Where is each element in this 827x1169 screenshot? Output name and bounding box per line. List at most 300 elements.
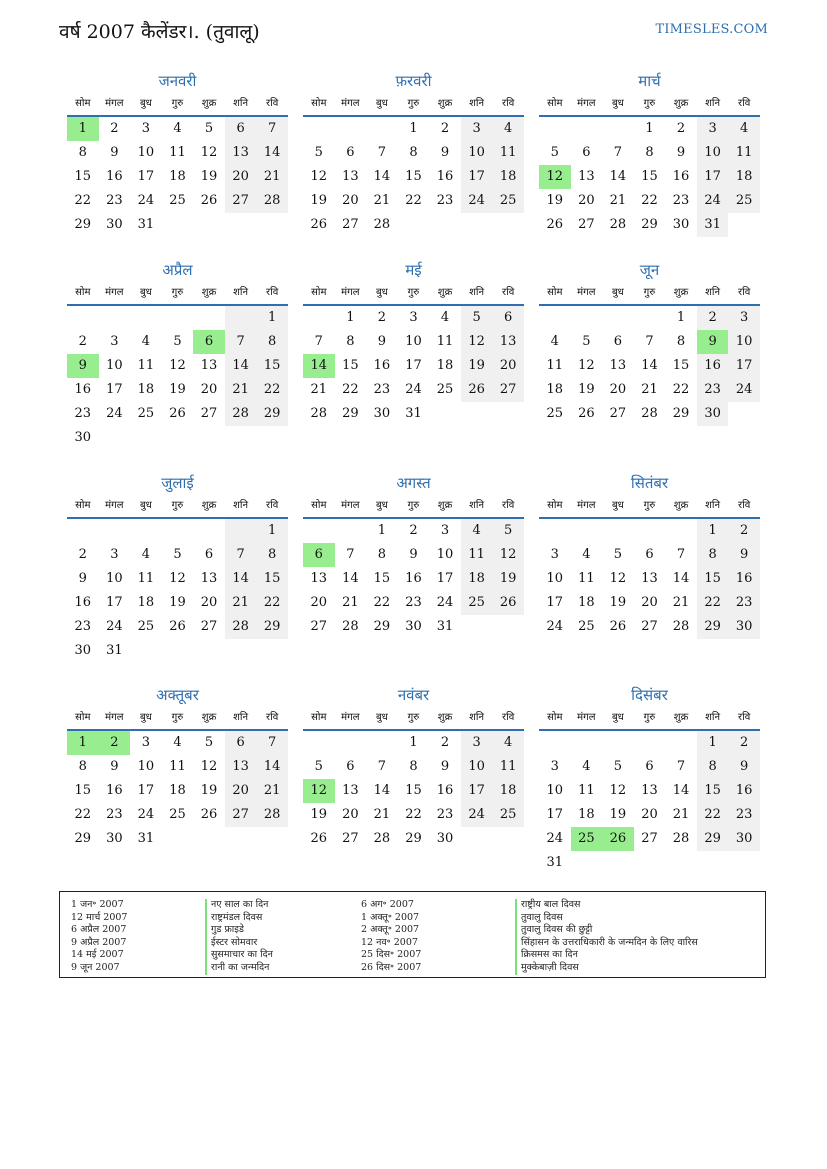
day-cell: 15: [672, 358, 690, 373]
day-cell: 24: [461, 803, 493, 827]
day-cell: 3: [409, 310, 418, 325]
day-cell: 10: [106, 358, 123, 373]
day-cell: 1: [409, 121, 418, 136]
day-cell: 1: [645, 121, 654, 136]
day-cell: 19: [200, 783, 218, 798]
day-cell: 19: [169, 382, 186, 397]
day-cell: 21: [256, 165, 288, 189]
empty-cell: [539, 519, 571, 543]
day-cell: 13: [225, 141, 257, 165]
day-cell: 2: [409, 523, 418, 538]
day-cell: 16: [436, 169, 454, 184]
day-cell: 3: [697, 117, 729, 141]
day-cell: 31: [106, 643, 123, 658]
day-cell: 26: [310, 831, 328, 846]
weekday-label: गुरु: [171, 287, 184, 298]
weekday-header: [303, 709, 524, 731]
day-cell: 28: [373, 217, 391, 232]
day-cell: 18: [169, 169, 186, 184]
day-cell: 13: [342, 169, 359, 184]
empty-cell: [602, 117, 634, 141]
day-cell: 20: [641, 807, 658, 822]
weekday-header: [303, 284, 524, 306]
day-cell: 29: [373, 619, 391, 634]
weekday-label: मंगल: [577, 712, 596, 723]
weekday-label: बुध: [375, 287, 388, 298]
day-cell: 23: [373, 382, 391, 397]
day-cell: 10: [436, 547, 454, 562]
day-cell: 24: [106, 619, 123, 634]
day-cell: 22: [342, 382, 359, 397]
day-cell: 20: [225, 779, 257, 803]
month-name: फ़रवरी: [395, 72, 432, 90]
day-cell: 7: [377, 759, 387, 774]
day-cell: 5: [173, 547, 182, 562]
day-cell: 28: [672, 831, 690, 846]
day-cell: 8: [78, 759, 87, 774]
day-cell: 24: [728, 378, 760, 402]
day-cell: 18: [169, 783, 186, 798]
empty-cell: [303, 519, 335, 543]
day-cell: 1: [256, 519, 288, 543]
weekday-label: शुक्र: [201, 98, 217, 109]
day-cell: 6: [613, 334, 623, 349]
day-cell: 23: [405, 595, 422, 610]
day-cell: 7: [676, 547, 686, 562]
day-cell: 22: [373, 595, 391, 610]
weekday-label: शनि: [233, 500, 249, 511]
day-cell: 8: [256, 330, 288, 354]
day-cell: 13: [200, 358, 218, 373]
month-name: जून: [639, 261, 660, 279]
day-cell: 21: [373, 193, 391, 208]
day-cell: 30: [436, 831, 454, 846]
day-cell: 26: [578, 406, 595, 421]
day-cell: 1: [697, 731, 729, 755]
day-cell: 15: [256, 354, 288, 378]
day-cell: 2: [78, 547, 87, 562]
weekday-label: शुक्र: [437, 712, 453, 723]
day-cell: 30: [74, 643, 92, 658]
day-cell: 4: [492, 731, 524, 755]
day-cell: 2: [110, 121, 119, 136]
day-cell: 30: [373, 406, 391, 421]
day-cell: 14: [342, 571, 359, 586]
day-cell: 20: [609, 382, 627, 397]
day-cell: 3: [461, 731, 493, 755]
weekday-label: सोम: [75, 500, 91, 511]
day-cell: 28: [641, 406, 658, 421]
empty-cell: [99, 306, 131, 330]
day-cell: 3: [550, 759, 559, 774]
day-cell: 13: [200, 571, 218, 586]
day-cell: 14: [672, 571, 690, 586]
day-cell: 10: [697, 141, 729, 165]
legend-date: 12 मार्च 2007: [71, 911, 128, 923]
day-cell: 26: [200, 807, 218, 822]
legend-holiday: राष्ट्रमंडल दिवस: [211, 911, 263, 923]
day-cell: 5: [204, 121, 214, 136]
day-cell: 17: [546, 807, 564, 822]
weekday-label: शुक्र: [673, 98, 689, 109]
empty-cell: [366, 731, 398, 755]
day-cell: 9: [78, 571, 87, 586]
day-cell: 7: [346, 547, 355, 562]
day-cell: 28: [225, 615, 257, 639]
day-cell: 18: [436, 358, 454, 373]
empty-cell: [67, 519, 99, 543]
day-cell: 17: [137, 169, 155, 184]
day-cell: 25: [436, 382, 454, 397]
day-cell: 25: [578, 619, 595, 634]
day-cell: 8: [346, 334, 355, 349]
day-cell: 27: [225, 803, 257, 827]
day-cell: 5: [613, 547, 623, 562]
legend-holiday: सिंहासन के उत्तराधिकारी के जन्मदिन के लिए वारिस: [521, 936, 698, 948]
day-cell: 25: [728, 189, 760, 213]
weekday-header: [539, 284, 760, 306]
empty-cell: [130, 306, 162, 330]
legend-holiday: तुवालु दिवस: [521, 911, 563, 923]
day-cell: 20: [310, 595, 328, 610]
day-cell: 12: [609, 571, 627, 586]
day-cell: 23: [728, 591, 760, 615]
day-cell: 24: [106, 406, 123, 421]
holiday-day-cell: 9: [67, 354, 99, 378]
day-cell: 28: [310, 406, 328, 421]
month-block: [67, 70, 288, 237]
day-cell: 11: [728, 141, 760, 165]
day-cell: 11: [578, 571, 595, 586]
weekday-label: शुक्र: [437, 287, 453, 298]
day-cell: 15: [697, 567, 729, 591]
day-cell: 25: [137, 619, 155, 634]
weekday-label: सोम: [75, 98, 91, 109]
day-cell: 17: [436, 571, 454, 586]
weekday-label: शनि: [469, 98, 485, 109]
month-block: [67, 472, 288, 663]
day-cell: 29: [641, 217, 658, 232]
day-cell: 22: [405, 807, 422, 822]
day-cell: 26: [461, 378, 493, 402]
empty-cell: [162, 519, 194, 543]
legend-date: 1 जन॰ 2007: [71, 899, 124, 910]
legend-left-names: [211, 899, 273, 975]
empty-cell: [602, 519, 634, 543]
day-cell: 20: [200, 595, 218, 610]
holiday-day-cell: 1: [67, 731, 99, 755]
legend-date: 6 अप्रैल 2007: [71, 924, 127, 936]
day-cell: 18: [578, 807, 595, 822]
legend-bar: [205, 899, 207, 975]
day-cell: 27: [200, 406, 218, 421]
month-block: [67, 259, 288, 450]
weekday-label: मंगल: [105, 712, 124, 723]
legend-holiday: रानी का जन्मदिन: [211, 961, 270, 973]
weekday-label: बुध: [139, 287, 152, 298]
weekday-label: मंगल: [105, 98, 124, 109]
weekday-label: गुरु: [643, 98, 656, 109]
empty-cell: [303, 117, 335, 141]
day-cell: 4: [492, 117, 524, 141]
empty-cell: [225, 306, 257, 330]
empty-cell: [303, 306, 335, 330]
month-block: [539, 684, 760, 875]
legend-date: 9 जून 2007: [71, 961, 120, 973]
day-cell: 22: [697, 591, 729, 615]
day-cell: 31: [405, 406, 422, 421]
day-cell: 11: [578, 783, 595, 798]
day-cell: 14: [672, 783, 690, 798]
day-cell: 16: [436, 783, 454, 798]
day-cell: 2: [78, 334, 87, 349]
weekday-label: बुध: [611, 98, 624, 109]
day-cell: 18: [461, 567, 493, 591]
empty-cell: [225, 519, 257, 543]
empty-cell: [665, 731, 697, 755]
day-cell: 12: [310, 169, 328, 184]
day-cell: 11: [436, 334, 454, 349]
weekday-label: रवि: [266, 287, 279, 298]
day-cell: 6: [346, 759, 355, 774]
day-cell: 10: [137, 145, 155, 160]
day-cell: 12: [200, 145, 218, 160]
day-cell: 11: [546, 358, 564, 373]
day-cell: 14: [256, 755, 288, 779]
day-cell: 18: [137, 382, 155, 397]
day-cell: 16: [728, 567, 760, 591]
day-grid: [539, 731, 760, 875]
weekday-label: बुध: [611, 500, 624, 511]
empty-cell: [602, 306, 634, 330]
day-cell: 8: [377, 547, 387, 562]
weekday-label: रवि: [266, 712, 279, 723]
day-cell: 7: [676, 759, 686, 774]
day-grid: [67, 519, 288, 663]
day-cell: 19: [492, 567, 524, 591]
weekday-header: [303, 95, 524, 117]
day-cell: 27: [641, 619, 658, 634]
day-cell: 21: [256, 779, 288, 803]
month-name: दिसंबर: [631, 686, 668, 704]
empty-cell: [303, 731, 335, 755]
day-grid: [303, 117, 524, 237]
weekday-label: शनि: [469, 500, 485, 511]
day-cell: 29: [697, 827, 729, 851]
day-cell: 2: [676, 121, 686, 136]
day-grid: [539, 519, 760, 639]
day-cell: 30: [697, 402, 729, 426]
day-cell: 28: [342, 619, 359, 634]
weekday-label: गुरु: [407, 98, 420, 109]
legend-holiday: सुसमाचार का दिन: [211, 949, 273, 961]
day-cell: 10: [461, 755, 493, 779]
legend-left-dates: [71, 899, 127, 975]
weekday-label: शुक्र: [673, 712, 689, 723]
legend-right-dates: [361, 899, 421, 975]
day-cell: 21: [342, 595, 359, 610]
day-cell: 29: [672, 406, 690, 421]
day-cell: 22: [697, 803, 729, 827]
day-cell: 13: [225, 755, 257, 779]
weekday-label: शुक्र: [673, 287, 689, 298]
day-grid: [303, 519, 524, 639]
empty-cell: [571, 306, 603, 330]
empty-cell: [366, 117, 398, 141]
legend-holiday: तुवालु दिवस की छुट्टी: [521, 924, 593, 936]
day-cell: 16: [672, 169, 690, 184]
weekday-label: शनि: [705, 712, 721, 723]
day-cell: 5: [550, 145, 559, 160]
month-name: जुलाई: [161, 474, 194, 492]
month-block: [303, 70, 524, 237]
day-cell: 19: [310, 807, 328, 822]
weekday-label: मंगल: [577, 287, 596, 298]
day-cell: 10: [106, 571, 123, 586]
weekday-label: शनि: [705, 500, 721, 511]
day-cell: 1: [409, 735, 418, 750]
day-cell: 9: [409, 547, 418, 562]
weekday-label: सोम: [75, 287, 91, 298]
weekday-label: बुध: [375, 712, 388, 723]
day-cell: 28: [373, 831, 391, 846]
weekday-header: [539, 497, 760, 519]
month-block: [303, 472, 524, 639]
day-cell: 22: [74, 193, 92, 208]
month-name: सितंबर: [630, 474, 669, 492]
day-cell: 21: [225, 378, 257, 402]
weekday-label: मंगल: [341, 500, 360, 511]
day-cell: 8: [697, 755, 729, 779]
day-cell: 19: [578, 382, 595, 397]
day-cell: 27: [200, 619, 218, 634]
empty-cell: [634, 519, 666, 543]
day-cell: 12: [609, 783, 627, 798]
day-cell: 14: [609, 169, 627, 184]
weekday-label: बुध: [611, 712, 624, 723]
weekday-label: शुक्र: [437, 98, 453, 109]
weekday-label: रवि: [266, 98, 279, 109]
day-cell: 6: [204, 547, 214, 562]
holiday-day-cell: 9: [697, 330, 729, 354]
day-cell: 23: [436, 193, 454, 208]
day-cell: 15: [74, 783, 92, 798]
legend-bar: [515, 899, 517, 975]
day-cell: 18: [137, 595, 155, 610]
day-cell: 23: [697, 378, 729, 402]
day-cell: 26: [609, 619, 627, 634]
day-cell: 18: [578, 595, 595, 610]
day-cell: 28: [672, 619, 690, 634]
day-cell: 5: [173, 334, 182, 349]
day-cell: 24: [137, 193, 155, 208]
weekday-label: मंगल: [341, 98, 360, 109]
month-block: [67, 684, 288, 851]
legend-date: 14 मई 2007: [71, 949, 124, 961]
day-cell: 3: [461, 117, 493, 141]
day-cell: 9: [110, 145, 119, 160]
day-cell: 26: [310, 217, 328, 232]
weekday-label: शनि: [233, 712, 249, 723]
weekday-label: शुक्र: [673, 500, 689, 511]
day-cell: 10: [137, 759, 155, 774]
day-cell: 1: [697, 519, 729, 543]
empty-cell: [571, 731, 603, 755]
day-cell: 7: [613, 145, 623, 160]
day-cell: 20: [200, 382, 218, 397]
brand-link[interactable]: TIMESLES.COM: [655, 22, 768, 37]
month-name: अप्रैल: [162, 261, 193, 279]
day-cell: 13: [342, 783, 359, 798]
weekday-label: गुरु: [407, 712, 420, 723]
weekday-label: गुरु: [643, 712, 656, 723]
day-cell: 2: [697, 306, 729, 330]
day-cell: 26: [169, 619, 186, 634]
day-cell: 17: [546, 595, 564, 610]
weekday-header: [67, 95, 288, 117]
empty-cell: [634, 731, 666, 755]
day-cell: 25: [492, 803, 524, 827]
day-cell: 9: [676, 145, 686, 160]
day-cell: 20: [492, 354, 524, 378]
day-cell: 28: [256, 189, 288, 213]
day-cell: 29: [342, 406, 359, 421]
weekday-label: सोम: [311, 287, 327, 298]
day-cell: 21: [672, 807, 690, 822]
month-block: [539, 70, 760, 237]
weekday-label: रवि: [502, 500, 515, 511]
day-cell: 14: [256, 141, 288, 165]
holiday-day-cell: 6: [303, 543, 335, 567]
day-cell: 16: [106, 169, 123, 184]
day-cell: 27: [492, 378, 524, 402]
day-cell: 15: [74, 169, 92, 184]
day-cell: 2: [440, 121, 450, 136]
weekday-header: [539, 95, 760, 117]
day-cell: 10: [546, 783, 564, 798]
day-cell: 3: [550, 547, 559, 562]
day-cell: 9: [440, 145, 450, 160]
day-cell: 25: [461, 591, 493, 615]
weekday-label: मंगल: [341, 287, 360, 298]
day-cell: 8: [78, 145, 87, 160]
month-block: [539, 259, 760, 426]
day-cell: 23: [436, 807, 454, 822]
weekday-label: बुध: [139, 98, 152, 109]
weekday-label: रवि: [738, 287, 751, 298]
day-cell: 15: [373, 571, 391, 586]
day-cell: 6: [582, 145, 591, 160]
day-cell: 4: [440, 310, 450, 325]
month-name: अक्तूबर: [156, 686, 199, 704]
day-cell: 13: [641, 783, 658, 798]
weekday-header: [67, 284, 288, 306]
day-cell: 27: [342, 831, 359, 846]
weekday-label: शनि: [469, 287, 485, 298]
day-cell: 6: [225, 117, 257, 141]
day-cell: 30: [728, 615, 760, 639]
empty-cell: [602, 731, 634, 755]
day-cell: 7: [256, 731, 288, 755]
legend-holiday: राष्ट्रीय बाल दिवस: [521, 899, 581, 910]
day-cell: 23: [672, 193, 690, 208]
day-cell: 11: [492, 141, 524, 165]
day-cell: 11: [137, 358, 155, 373]
day-cell: 15: [256, 567, 288, 591]
day-cell: 4: [550, 334, 559, 349]
weekday-label: गुरु: [643, 500, 656, 511]
weekday-header: [303, 497, 524, 519]
